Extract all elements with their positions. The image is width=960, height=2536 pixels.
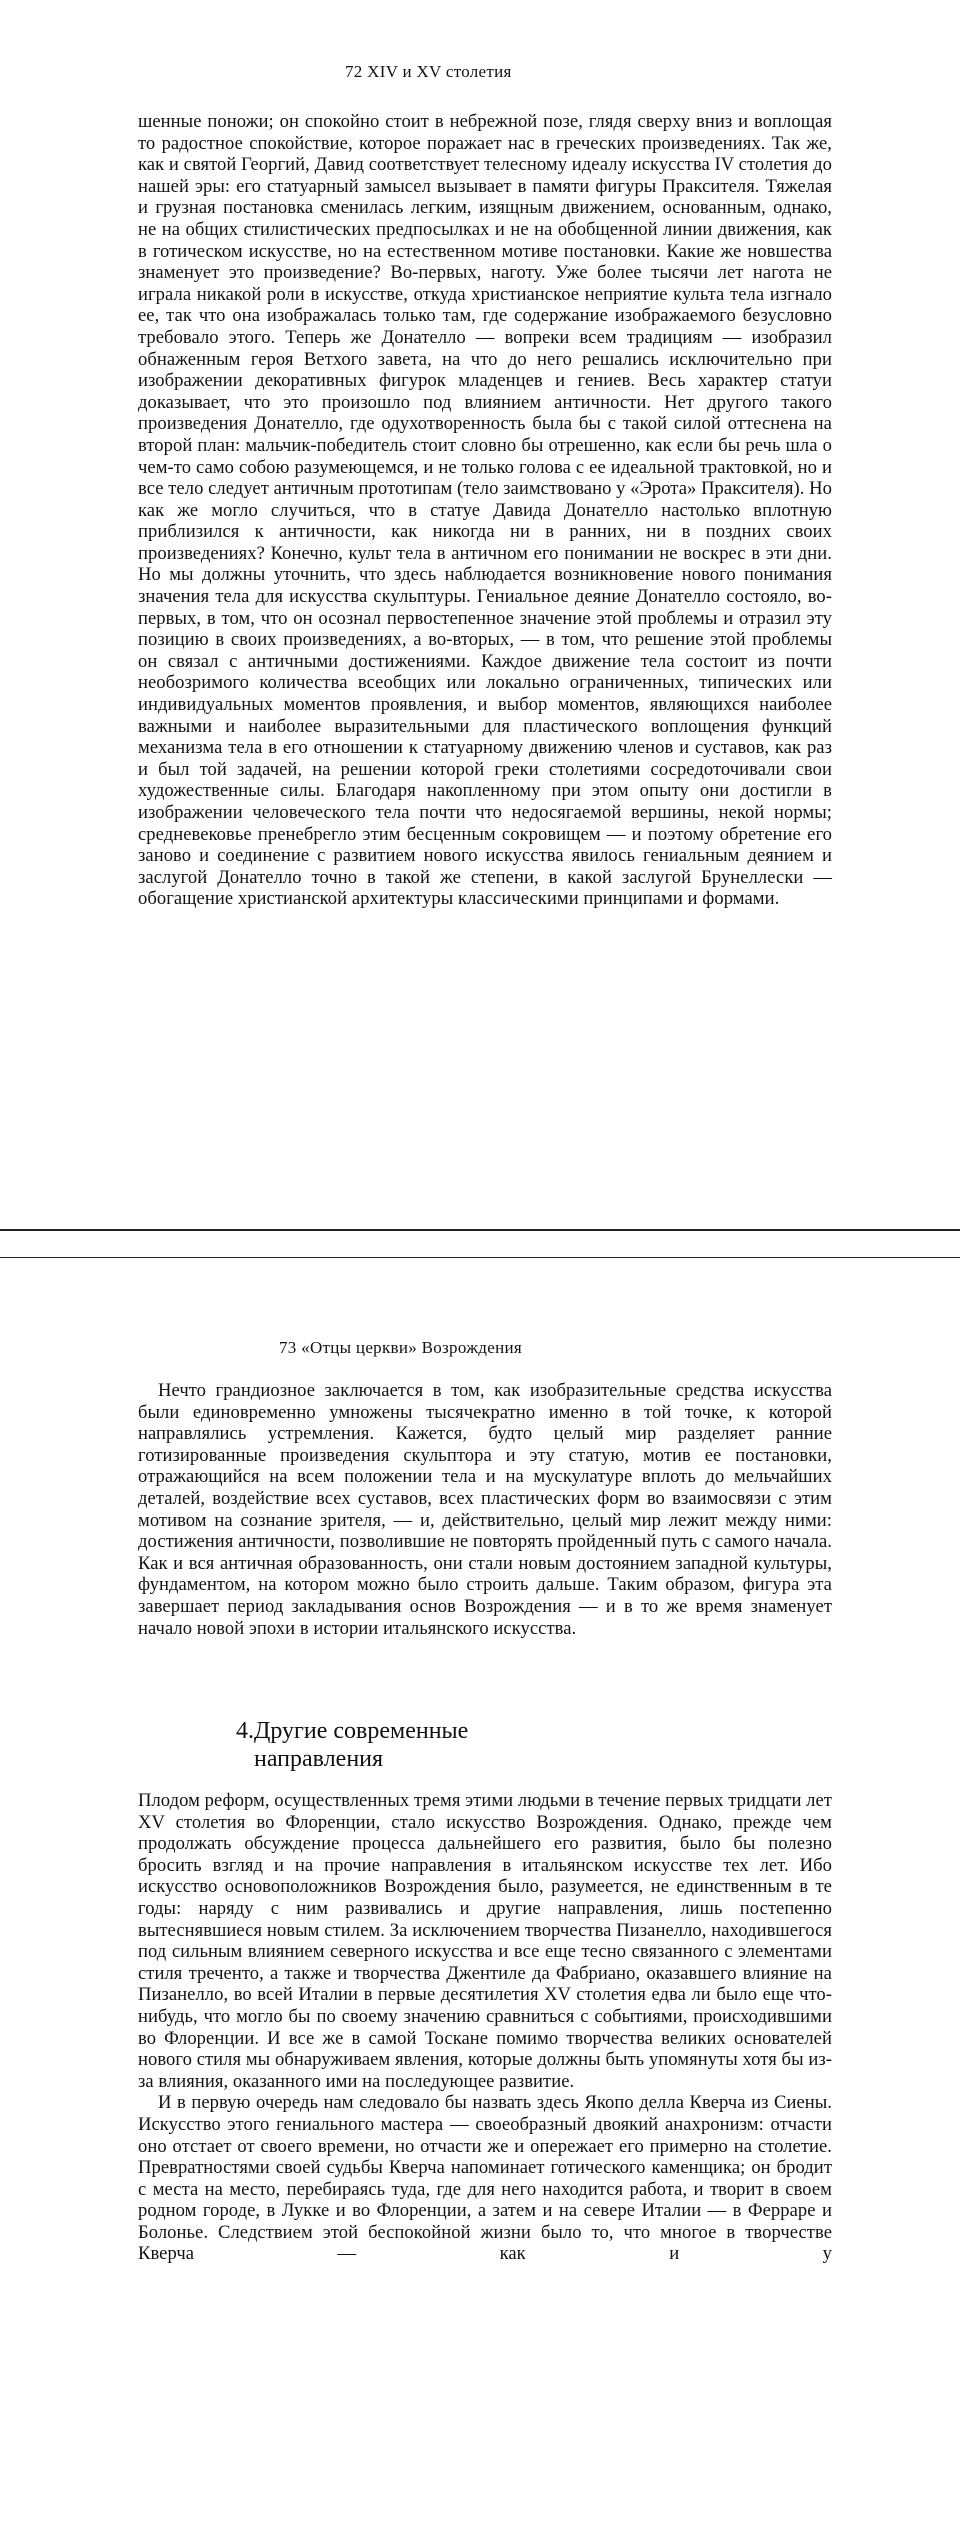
- body-text-section: [138, 1790, 832, 2265]
- book-page-73: [0, 1258, 960, 2536]
- paragraph: Плодом реформ, осуществленных тремя этими людьми в течение первых тридцати лет XV столетия во Флоренции, стало искусство Возрождения. Однако, прежде чем продолжать обсуждение процесса дальнейшего его развития, было бы полезно бросить взгляд и на прочие направления в итальянском искусстве тех лет. Ибо искусство основоположников Возрождения было, разумеется, не единственным в те годы: наряду с ним развивались и другие направления, лишь постепенно вытеснявшиеся новым стилем. За исключением творчества Пизанелло, находившегося под сильным влиянием северного искусства и все еще тесно связанного с элементами стиля треченто, а также и творчества Джентиле да Фабриано, оказавшего влияние на Пизанелло, во всей Италии в первые десятилетия XV столетия едва ли было еще что-нибудь, что могло бы по своему значению сравниться с событиями, происходившими во Флоренции. И все же в самой Тоскане помимо творчества великих основателей нового стиля мы обнаруживаем явления, которые должны быть упомянуты хотя бы из-за влияния, оказанного ими на последующее развитие.: [138, 1790, 832, 2092]
- body-text: [138, 111, 832, 910]
- running-head: 72 XIV и XV столетия: [345, 62, 512, 81]
- section-title-line2: направления: [254, 1746, 384, 1772]
- paragraph: Нечто грандиозное заключается в том, как изобразительные средства искусства были единовременно умножены тысячекратно именно в той точке, к которой направлялись устремления. Кажется, будто целый мир разделяет ранние готизированные произведения скульптора и эту статую, мотив ее постановки, отражающийся на всем положении тела и на мускулатуре вплоть до мельчайших деталей, воздействие всех суставов, всех пластических форм во взаимосвязи с этим мотивом на сознание зрителя, — и, действительно, целый мир лежит между ними: достижения античности, позволившие не повторять пройденный путь с самого начала. Как и вся античная образованность, они стали новым достоянием западной культуры, фундаментом, на котором можно было строить дальше. Таким образом, фигура эта завершает период закладывания основ Возрождения — и в то же время знаменует начало новой эпохи в истории итальянского искусства.: [138, 1380, 832, 1639]
- page-separator: [0, 1229, 960, 1259]
- paragraph: шенные поножи; он спокойно стоит в небрежной позе, глядя сверху вниз и воплощая то радостное спокойствие, которое поражает нас в греческих произведениях. Так же, как и святой Георгий, Давид соответствует телесному идеалу искусства IV столетия до нашей эры: его статуарный замысел вызывает в памяти фигуры Праксителя. Тяжелая и грузная постановка сменилась легким, изящным движением, основанным, однако, не на общих стилистических предпосылках и не на обобщенной линии движения, как в готическом искусстве, но на естественном мотиве постановки. Какие же новшества знаменует это произведение? Во-первых, наготу. Уже более тысячи лет нагота не играла никакой роли в искусстве, откуда христианское неприятие культа тела изгнало ее, так что она изображалась только там, где содержание изображаемого безусловно требовало этого. Теперь же Донателло — вопреки всем традициям — изобразил обнаженным героя Ветхого завета, на что до него решались исключительно при изображении декоративных фигурок младенцев и гениев. Весь характер статуи доказывает, что это произошло под влиянием античности. Нет другого такого произведения Донателло, где одухотворенность была бы с такой силой оттеснена на второй план: мальчик-победитель стоит словно бы отрешенно, как если бы речь шла о чем-то само собою разумеющемся, и не только голова с ее идеальной трактовкой, но и все тело следует античным прототипам (тело заимствовано у «Эрота» Праксителя). Но как же могло случиться, что в статуе Давида Донателло настолько вплотную приблизился к античности, как никогда ни в ранних, ни в поздних своих произведениях? Конечно, культ тела в античном его понимании не воскрес в эти дни. Но мы должны уточнить, что здесь наблюдается возникновение нового понимания значения тела для искусства скульптуры. Гениальное деяние Донателло состояло, во-первых, в том, что он осознал первостепенное значение этой проблемы и отразил эту позицию в своих произведениях, а во-вторых, — в том, что решение этой проблемы он связал с античными достижениями. Каждое движение тела состоит из почти необозримого количества всеобщих или локально ограниченных, типических или индивидуальных моментов проявления, и выбор моментов, являющихся наиболее важными и наиболее выразительными для пластического воплощения функций механизма тела в его отношении к статуарному движению членов и суставов, как раз и был той задачей, на решении которой греки столетиями сосредоточивали свои художественные силы. Благодаря накопленному при этом опыту они достигли в изображении человеческого тела почти что недосягаемой вершины, некой нормы; средневековье пренебрегло этим бесценным сокровищем — и поэтому обретение его заново и соединение с развитием нового искусства явилось гениальным деянием и заслугой Донателло точно в такой же степени, в какой заслугой Брунеллески — обогащение христианской архитектуры классическими принципами и формами.: [138, 111, 832, 910]
- paragraph: И в первую очередь нам следовало бы назвать здесь Якопо делла Кверча из Сиены. Искусство этого гениального мастера — своеобразный двоякий анахронизм: отчасти оно отстает от своего времени, но отчасти же и опережает его примерно на столетие. Превратностями своей судьбы Кверча напоминает готического каменщика; он бродит с места на место, перебираясь туда, где для него находится работа, и творит в своем родном городе, в Лукке и во Флоренции, а затем и на севере Италии — в Ферраре и Болонье. Следствием этой беспокойной жизни было то, что многое в творчестве Кверча — как и у: [138, 2092, 832, 2265]
- section-title-line1: Другие современные: [254, 1718, 469, 1744]
- running-head: 73 «Отцы церкви» Возрождения: [279, 1338, 522, 1357]
- body-text-intro: [138, 1380, 832, 1639]
- book-page-72: [0, 0, 960, 1230]
- section-number: 4.: [236, 1718, 254, 1744]
- section-heading: [236, 1717, 636, 1773]
